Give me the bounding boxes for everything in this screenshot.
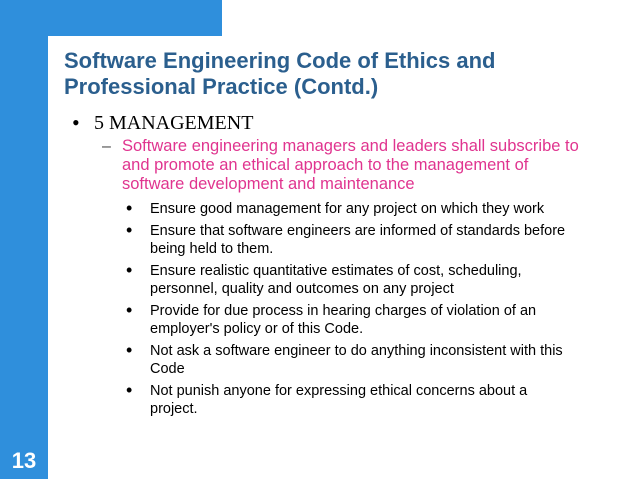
list-item-line1: Ensure good management for any project on which they work (150, 201, 545, 217)
list-item-text (150, 342, 626, 378)
list-item (126, 262, 626, 298)
main-point (72, 110, 253, 136)
left-accent-bar (0, 0, 48, 479)
sub-point-line1: Software engineering managers and leaders shall subscribe to (122, 137, 579, 155)
bullet-icon: • (126, 220, 133, 240)
bullet-icon: • (126, 198, 133, 218)
list-item-line1: Not punish anyone for expressing ethical concerns about a (150, 383, 528, 399)
list-item-text (150, 222, 626, 258)
list-item (126, 222, 626, 258)
list-item (126, 302, 626, 338)
bullet-icon: • (126, 380, 133, 400)
main-point-text: 5 MANAGEMENT (94, 111, 254, 134)
list-item (126, 382, 626, 418)
list-item-line2: Code (150, 361, 185, 377)
list-item-text (150, 382, 626, 418)
list-item-line1: Ensure realistic quantitative estimates of cost, scheduling, (150, 263, 522, 279)
sub-point-line3: software development and maintenance (122, 175, 415, 193)
list-item-line2: project. (150, 401, 198, 417)
slide-title (64, 48, 624, 100)
list-item-line2: employer's policy or of this Code. (150, 321, 364, 337)
top-accent-bar (48, 0, 222, 36)
dash-icon: – (102, 138, 111, 155)
list-item-text (150, 262, 626, 298)
list-item (126, 200, 626, 218)
bullet-icon: • (126, 260, 133, 280)
bullet-list (126, 200, 626, 422)
slide-title-line2: Professional Practice (Contd.) (64, 74, 379, 99)
bullet-icon: • (72, 110, 80, 135)
list-item-text (150, 302, 626, 338)
sub-point (102, 137, 622, 194)
sub-point-line2: and promote an ethical approach to the management of (122, 156, 529, 174)
list-item-line2: personnel, quality and outcomes on any project (150, 281, 454, 297)
slide-title-line1: Software Engineering Code of Ethics and (64, 48, 496, 73)
list-item-line2: being held to them. (150, 241, 274, 257)
list-item-line1: Provide for due process in hearing charges of violation of an (150, 303, 537, 319)
list-item-line1: Not ask a software engineer to do anything inconsistent with this (150, 343, 563, 359)
list-item-text (150, 200, 626, 218)
sub-point-text (122, 137, 622, 194)
list-item-line1: Ensure that software engineers are informed of standards before (150, 223, 566, 239)
slide-number: 13 (11, 448, 37, 473)
bullet-icon: • (126, 340, 133, 360)
bullet-icon: • (126, 300, 133, 320)
list-item (126, 342, 626, 378)
